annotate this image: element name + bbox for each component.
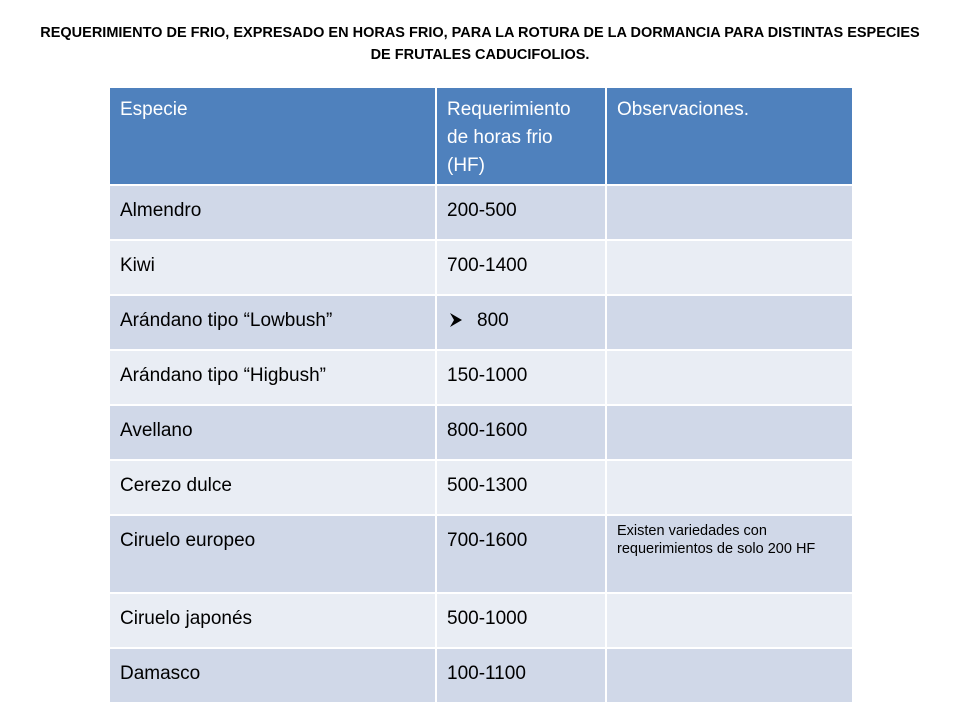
- cell-hf-value: 800: [477, 310, 509, 331]
- table-row: [109, 648, 853, 703]
- cell-especie: Arándano tipo “Higbush”: [109, 350, 436, 405]
- cell-especie: Damasco: [109, 648, 436, 703]
- table-row: [109, 240, 853, 295]
- table-row: [109, 295, 853, 350]
- table-row: [109, 515, 853, 593]
- cell-observaciones: [606, 240, 853, 295]
- cell-observaciones: [606, 593, 853, 648]
- cell-hf: 200-500: [436, 185, 606, 240]
- cell-observaciones: [606, 405, 853, 460]
- table-row: [109, 593, 853, 648]
- cell-hf: 700-1600: [436, 515, 606, 593]
- table-row: [109, 460, 853, 515]
- cell-observaciones: Existen variedades con requerimientos de solo 200 HF: [606, 515, 853, 593]
- cell-especie: Almendro: [109, 185, 436, 240]
- table-header-row: [109, 87, 853, 185]
- chill-hours-table: [108, 86, 854, 704]
- cell-especie: Arándano tipo “Lowbush”: [109, 295, 436, 350]
- cell-observaciones: [606, 350, 853, 405]
- header-especie: Especie: [109, 87, 436, 185]
- cell-observaciones: [606, 185, 853, 240]
- cell-hf: 800-1600: [436, 405, 606, 460]
- cell-hf: 150-1000: [436, 350, 606, 405]
- cell-hf: 100-1100: [436, 648, 606, 703]
- cell-hf: 500-1300: [436, 460, 606, 515]
- cell-especie: Cerezo dulce: [109, 460, 436, 515]
- table-row: [109, 185, 853, 240]
- cell-observaciones: [606, 460, 853, 515]
- page-title: REQUERIMIENTO DE FRIO, EXPRESADO EN HORAS FRIO, PARA LA ROTURA DE LA DORMANCIA PARA DISTINTAS ESPECIES DE FRUTALES CADUCIFOLIOS.: [40, 25, 920, 63]
- arrow-bullet-icon: [449, 313, 463, 327]
- cell-especie: Kiwi: [109, 240, 436, 295]
- table-row: [109, 350, 853, 405]
- cell-especie: Avellano: [109, 405, 436, 460]
- header-requerimiento: Requerimiento de horas frio (HF): [436, 87, 606, 185]
- table-row: [109, 405, 853, 460]
- cell-hf: 500-1000: [436, 593, 606, 648]
- header-observaciones: Observaciones.: [606, 87, 853, 185]
- cell-especie: Ciruelo japonés: [109, 593, 436, 648]
- cell-especie: Ciruelo europeo: [109, 515, 436, 593]
- cell-hf: [436, 295, 606, 350]
- cell-observaciones: [606, 295, 853, 350]
- cell-hf: 700-1400: [436, 240, 606, 295]
- cell-observaciones: [606, 648, 853, 703]
